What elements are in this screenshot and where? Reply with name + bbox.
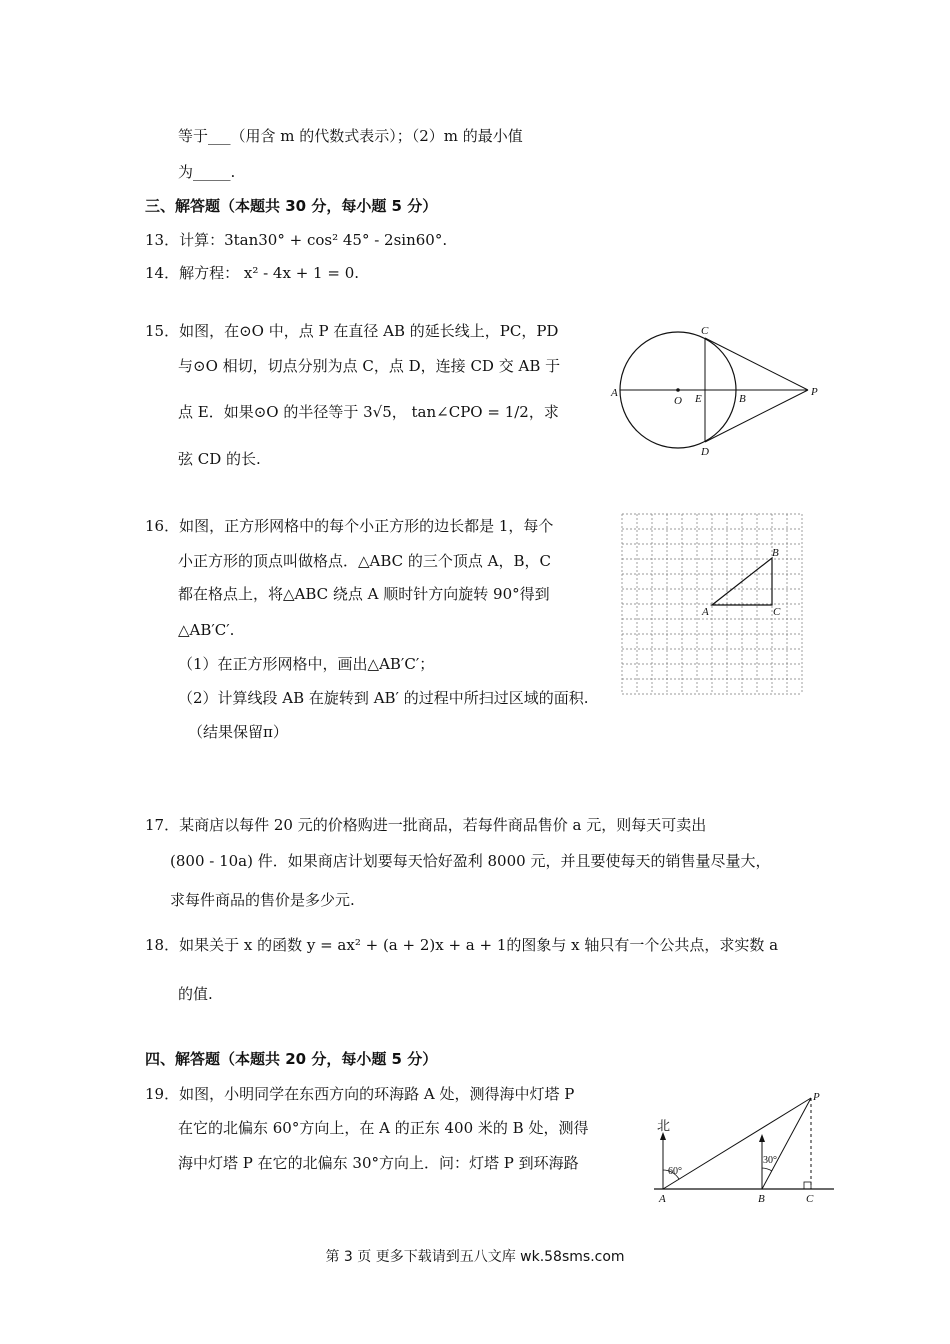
label-o: O xyxy=(674,395,682,407)
north-arrow-b-head xyxy=(759,1134,765,1142)
page-footer: 第 3 页 更多下载请到五八文库 wk.58sms.com xyxy=(325,1249,625,1265)
label-b: B xyxy=(772,547,779,559)
question-15-line2: 与⊙O 相切，切点分别为点 C，点 D，连接 CD 交 AB 于 xyxy=(178,357,561,375)
question-16-line6: （2）计算线段 AB 在旋转到 AB′ 的过程中所扫过区域的面积. xyxy=(178,689,589,707)
question-16-line2: 小正方形的顶点叫做格点．△ABC 的三个顶点 A，B，C xyxy=(178,552,552,570)
label-p: P xyxy=(811,386,818,398)
question-16-line1: 16．如图，正方形网格中的每个小正方形的边长都是 1，每个 xyxy=(145,517,554,535)
label-b: B xyxy=(758,1193,765,1205)
question-15-line4: 弦 CD 的长. xyxy=(178,450,261,468)
label-d: D xyxy=(701,446,709,458)
figure-16-grid xyxy=(620,512,806,696)
line-bp xyxy=(762,1098,811,1189)
center-dot xyxy=(676,388,680,392)
question-18-line2: 的值. xyxy=(178,985,213,1003)
label-a: A xyxy=(702,606,709,618)
label-angle-60: 60° xyxy=(668,1166,682,1177)
triangle-abc xyxy=(712,558,772,605)
question-15-line1: 15．如图，在⊙O 中，点 P 在直径 AB 的延长线上，PC，PD xyxy=(145,322,559,340)
section-4-heading: 四、解答题（本题共 20 分，每小题 5 分） xyxy=(145,1050,438,1068)
question-17-line1: 17．某商店以每件 20 元的价格购进一批商品，若每件商品售价 a 元，则每天可卖出 xyxy=(145,816,707,834)
figure-15-circle-tangents xyxy=(605,322,825,462)
question-16-line5: （1）在正方形网格中，画出△AB′C′； xyxy=(178,655,435,673)
label-angle-30: 30° xyxy=(763,1155,777,1166)
question-17-line3: 求每件商品的售价是多少元. xyxy=(170,891,355,909)
grid-lines xyxy=(622,514,802,694)
q12-line2: 为_____. xyxy=(178,163,236,181)
question-19-line1: 19．如图，小明同学在东西方向的环海路 A 处，测得海中灯塔 P xyxy=(145,1085,575,1103)
question-16-line7: （结果保留π） xyxy=(188,723,288,741)
label-a: A xyxy=(611,387,618,399)
question-18-line1: 18．如果关于 x 的函数 y = ax² + (a + 2)x + a + 1的图象与 x 轴只有一个公共点，求实数 a xyxy=(145,936,779,954)
line-ap xyxy=(663,1098,811,1189)
label-p: P xyxy=(813,1091,820,1103)
north-arrow-a-head xyxy=(660,1132,666,1140)
question-17-line2: (800 - 10a) 件．如果商店计划要每天恰好盈利 8000 元，并且要使每天的销售量尽量大， xyxy=(170,852,771,870)
question-13: 13．计算：3tan30° + cos² 45° - 2sin60°. xyxy=(145,231,448,249)
label-e: E xyxy=(695,393,702,405)
label-c: C xyxy=(806,1193,814,1205)
q12-line1: 等于___（用含 m 的代数式表示）；（2）m 的最小值 xyxy=(178,127,523,145)
section-3-heading: 三、解答题（本题共 30 分，每小题 5 分） xyxy=(145,197,438,215)
label-c: C xyxy=(701,325,709,337)
label-north: 北 xyxy=(657,1118,671,1133)
question-15-line3: 点 E．如果⊙O 的半径等于 3√5， tan∠CPO = 1/2，求 xyxy=(178,403,559,421)
question-19-line3: 海中灯塔 P 在它的北偏东 30°方向上．问：灯塔 P 到环海路 xyxy=(178,1154,579,1172)
angle-arc-30 xyxy=(762,1168,772,1171)
label-b: B xyxy=(739,393,746,405)
label-a: A xyxy=(659,1193,666,1205)
label-c: C xyxy=(773,606,781,618)
question-14: 14．解方程： x² - 4x + 1 = 0. xyxy=(145,264,359,282)
tangent-pd xyxy=(705,390,808,442)
question-19-line2: 在它的北偏东 60°方向上，在 A 的正东 400 米的 B 处，测得 xyxy=(178,1119,589,1137)
tangent-pc xyxy=(705,338,808,390)
question-16-line3: 都在格点上，将△ABC 绕点 A 顺时针方向旋转 90°得到 xyxy=(178,585,550,603)
figure-19-lighthouse xyxy=(648,1088,838,1210)
question-16-line4: △AB′C′. xyxy=(178,621,235,639)
right-angle-mark xyxy=(804,1182,811,1189)
